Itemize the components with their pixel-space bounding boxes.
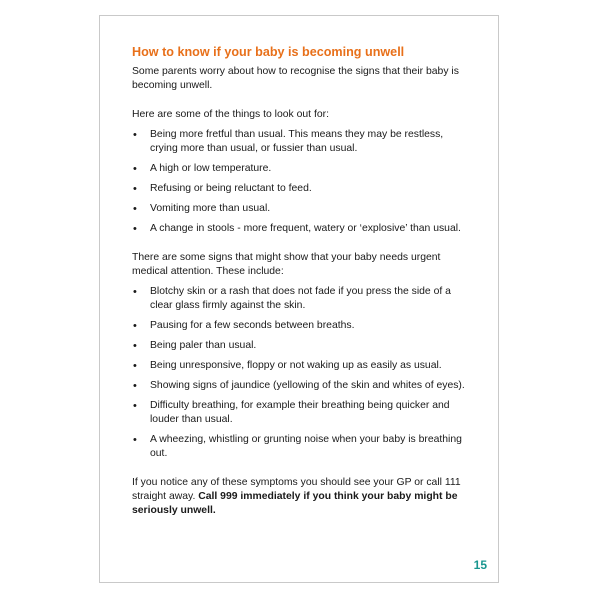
urgent-signs-list xyxy=(132,285,472,461)
closing-text: If you notice any of these symptoms you should see your GP or call 111 straight away. xyxy=(132,477,461,502)
list-item: • Vomiting more than usual. xyxy=(132,202,472,216)
closing-paragraph xyxy=(132,476,472,518)
list-item: • Refusing or being reluctant to feed. xyxy=(132,182,472,196)
list-item: • Being more fretful than usual. This means they may be restless, crying more than usual, or fussier than usual. xyxy=(132,128,472,156)
list-item: • Difficulty breathing, for example their breathing being quicker and louder than usual. xyxy=(132,399,472,427)
list-item: • Blotchy skin or a rash that does not fade if you press the side of a clear glass firmly against the skin. xyxy=(132,285,472,313)
list-item: • Being paler than usual. xyxy=(132,339,472,353)
list-item: • A change in stools - more frequent, watery or ‘explosive’ than usual. xyxy=(132,222,472,236)
intro-paragraph: Some parents worry about how to recognise the signs that their baby is becoming unwell. xyxy=(132,66,459,91)
page-content xyxy=(132,44,472,518)
list-item: • Being unresponsive, floppy or not waking up as easily as usual. xyxy=(132,359,472,373)
document-page xyxy=(99,15,499,583)
closing-emphasis: Call 999 immediately if you think your baby might be seriously unwell. xyxy=(132,491,458,516)
page-number: 15 xyxy=(473,558,487,572)
warning-signs-list xyxy=(132,128,472,236)
list-item: • Showing signs of jaundice (yellowing of the skin and whites of eyes). xyxy=(132,379,472,393)
list-item: • A high or low temperature. xyxy=(132,162,472,176)
list-item: • A wheezing, whistling or grunting noise when your baby is breathing out. xyxy=(132,433,472,461)
page-title: How to know if your baby is becoming unwell xyxy=(132,45,405,59)
list1-heading: Here are some of the things to look out for: xyxy=(132,109,329,120)
list2-heading: There are some signs that might show that your baby needs urgent medical attention. These include: xyxy=(132,252,441,277)
list-item: • Pausing for a few seconds between breaths. xyxy=(132,319,472,333)
